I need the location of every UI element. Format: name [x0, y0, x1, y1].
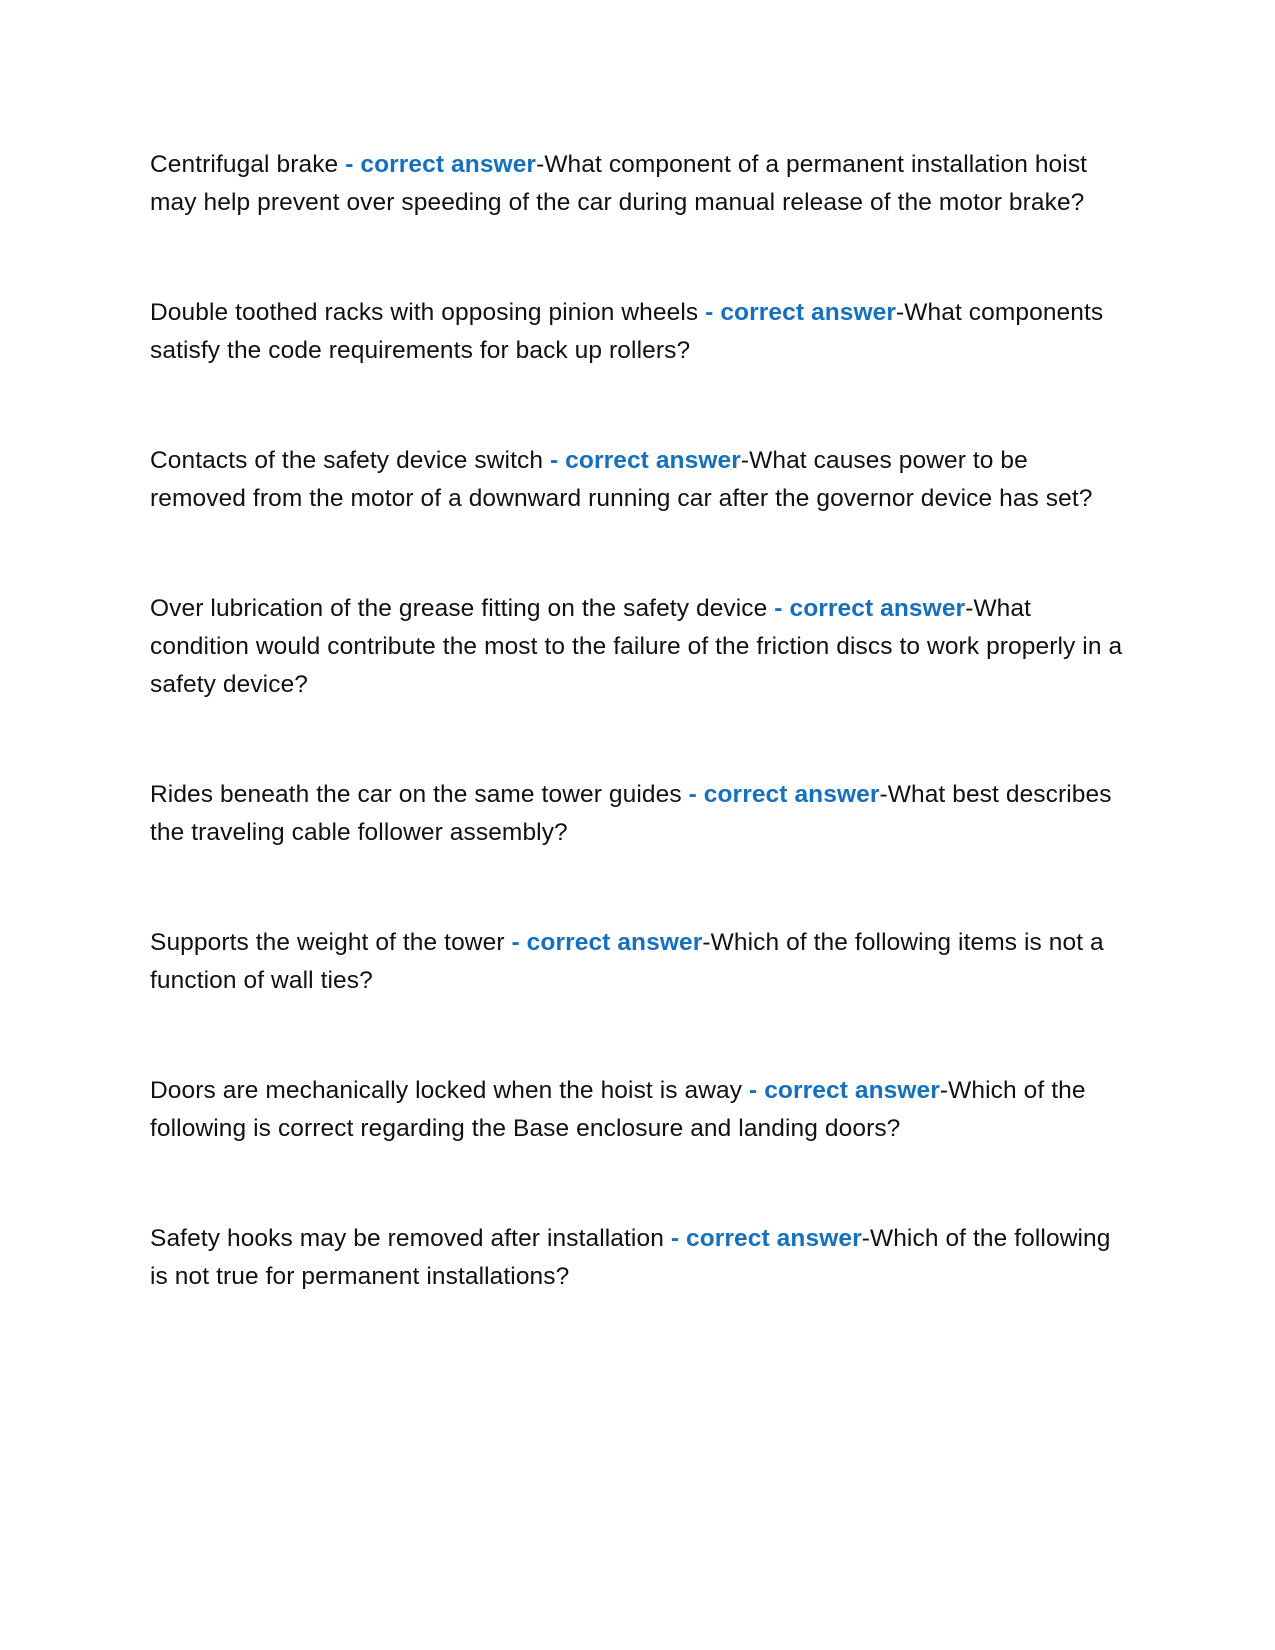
answer-text: Over lubrication of the grease fitting on the safety device [150, 595, 768, 622]
qa-item [150, 1220, 1125, 1296]
correct-answer-marker: - correct answer [338, 151, 537, 178]
correct-answer-marker: - correct answer [504, 929, 703, 956]
qa-item [150, 294, 1125, 370]
correct-answer-label: correct answer [703, 781, 880, 808]
correct-answer-marker: - correct answer [767, 595, 966, 622]
qa-item [150, 590, 1125, 704]
question-text: -What causes power to be removed from the motor of a downward running car after the governor device has set? [150, 447, 1093, 512]
answer-text: Doors are mechanically locked when the hoist is away [150, 1077, 743, 1104]
qa-item [150, 776, 1125, 852]
qa-item [150, 442, 1125, 518]
question-text: -What best describes the traveling cable follower assembly? [150, 781, 1112, 846]
correct-answer-label: correct answer [565, 447, 741, 474]
qa-list [150, 146, 1125, 1296]
question-text: -Which of the following items is not a function of wall ties? [150, 929, 1104, 994]
question-text: -What condition would contribute the most to the failure of the friction discs to work properly in a safety device? [150, 595, 1123, 698]
qa-item [150, 1072, 1125, 1148]
qa-item [150, 924, 1125, 1000]
answer-text: Supports the weight of the tower [150, 929, 505, 956]
correct-answer-marker: - correct answer [543, 447, 741, 474]
correct-answer-label: correct answer [789, 595, 966, 622]
question-text: -What components satisfy the code requirements for back up rollers? [150, 299, 1104, 364]
correct-answer-marker: - correct answer [698, 299, 897, 326]
correct-answer-label: correct answer [360, 151, 537, 178]
question-text: -What component of a permanent installation hoist may help prevent over speeding of the car during manual release of the motor brake? [150, 151, 1088, 216]
question-text: -Which of the following is not true for permanent installations? [150, 1225, 1111, 1290]
question-text: -Which of the following is correct regarding the Base enclosure and landing doors? [150, 1077, 1086, 1142]
correct-answer-marker: - correct answer [681, 781, 880, 808]
answer-text: Safety hooks may be removed after installation [150, 1225, 664, 1252]
correct-answer-label: correct answer [764, 1077, 940, 1104]
answer-text: Centrifugal brake [150, 151, 339, 178]
correct-answer-label: correct answer [720, 299, 897, 326]
answer-text: Rides beneath the car on the same tower guides [150, 781, 682, 808]
correct-answer-marker: - correct answer [663, 1225, 862, 1252]
qa-item [150, 146, 1125, 222]
correct-answer-marker: - correct answer [742, 1077, 940, 1104]
answer-text: Contacts of the safety device switch [150, 447, 544, 474]
correct-answer-label: correct answer [686, 1225, 862, 1252]
correct-answer-label: correct answer [526, 929, 703, 956]
answer-text: Double toothed racks with opposing pinion wheels [150, 299, 699, 326]
